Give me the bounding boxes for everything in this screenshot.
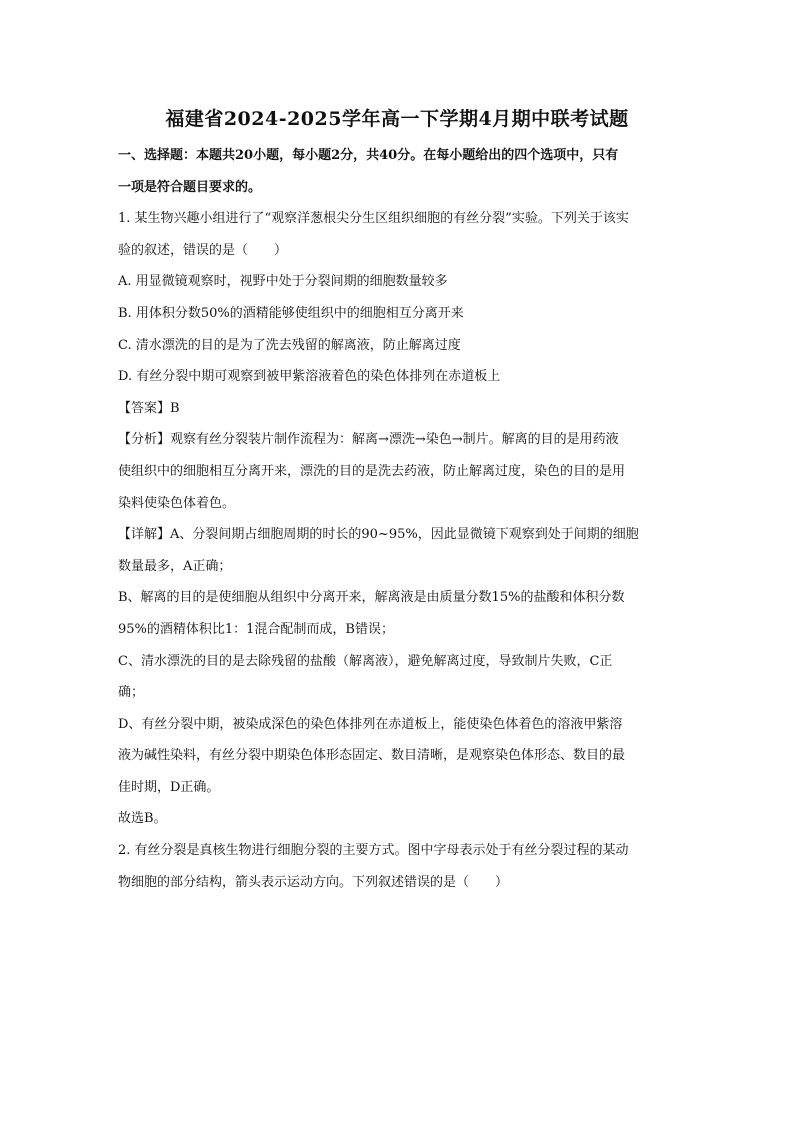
question-2-stem-line-2: 物细胞的部分结构，箭头表示运动方向。下列叙述错误的是（ ）: [118, 874, 509, 890]
section-heading-line-1: 一、选择题：本题共20小题，每小题2分，共40分。在每小题给出的四个选项中，只有: [118, 148, 619, 163]
question-1-answer: 【答案】B: [118, 400, 180, 416]
question-1-stem-line-1: 1. 某生物兴趣小组进行了“观察洋葱根尖分生区组织细胞的有丝分裂”实验。下列关于该实: [118, 211, 629, 227]
document-title: 福建省2024-2025学年高一下学期4月期中联考试题: [165, 108, 629, 130]
question-1-detail-line-1: 【详解】A、分裂间期占细胞周期的时长的90~95%，因此显微镜下观察到处于间期的细胞: [118, 527, 639, 543]
question-1-conclusion: 故选B。: [118, 811, 167, 827]
question-2-stem-line-1: 2. 有丝分裂是真核生物进行细胞分裂的主要方式。图中字母表示处于有丝分裂过程的某动: [118, 843, 629, 859]
question-1-option-a: A. 用显微镜观察时，视野中处于分裂间期的细胞数量较多: [118, 274, 448, 290]
question-1-stem-line-2: 验的叙述，错误的是（ ）: [118, 242, 288, 258]
document-body: [118, 140, 678, 898]
question-1-analysis-line-3: 染料使染色体着色。: [118, 495, 236, 511]
question-1-detail-line-3: B、解离的目的是使细胞从组织中分离开来，解离液是由质量分数15%的盐酸和体积分数: [118, 590, 625, 606]
question-1-detail-line-9: 佳时期，D正确。: [118, 779, 220, 795]
question-1-detail-line-2: 数量最多，A正确；: [118, 558, 232, 574]
question-1-detail-line-4: 95%的酒精体积比1：1混合配制而成，B错误；: [118, 621, 394, 637]
question-1-detail-line-7: D、有丝分裂中期，被染成深色的染色体排列在赤道板上，能使染色体着色的溶液甲紫溶: [118, 716, 623, 732]
question-1-option-b: B. 用体积分数50%的酒精能够使组织中的细胞相互分离开来: [118, 305, 464, 321]
section-heading-line-2: 一项是符合题目要求的。: [118, 179, 262, 195]
question-1-detail-line-6: 确；: [118, 685, 145, 701]
question-1-analysis-line-2: 使组织中的细胞相互分离开来，漂洗的目的是洗去药液，防止解离过度，染色的目的是用: [118, 463, 626, 479]
question-1-option-c: C. 清水漂洗的目的是为了洗去残留的解离液，防止解离过度: [118, 337, 461, 353]
question-1-detail-line-8: 液为碱性染料，有丝分裂中期染色体形态固定、数目清晰，是观察染色体形态、数目的最: [118, 748, 626, 764]
question-1-analysis-line-1: 【分析】观察有丝分裂装片制作流程为：解离→漂洗→染色→制片。解离的目的是用药液: [118, 432, 619, 448]
question-1-option-d: D. 有丝分裂中期可观察到被甲紫溶液着色的染色体排列在赤道板上: [118, 369, 501, 385]
question-1-detail-line-5: C、清水漂洗的目的是去除残留的盐酸（解离液），避免解离过度，导致制片失败，C正: [118, 653, 613, 669]
